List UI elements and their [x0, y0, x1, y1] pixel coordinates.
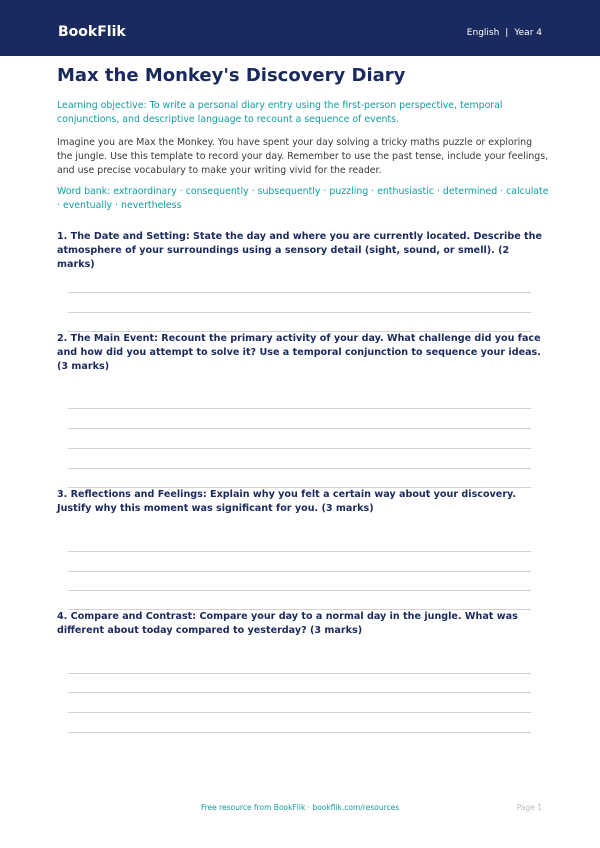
subject-label: English	[466, 28, 500, 38]
question-2: 2. The Main Event: Recount the primary activity of your day. What challenge did you face and how did you attempt to solve it? Use a temporal conjunction to sequence your ideas. (3 marks)	[57, 333, 541, 372]
question-1: 1. The Date and Setting: State the day and where you are currently located. Describe the atmosphere of your surroundings using a sensory detail (sight, sound, or smell). (2 marks)	[57, 231, 542, 270]
answer-line[interactable]	[68, 692, 531, 693]
meta-separator: |	[505, 28, 509, 38]
footer-link[interactable]: Free resource from BookFlik · bookflik.com/resources	[200, 803, 400, 812]
answer-line[interactable]	[68, 732, 531, 733]
brand-logo[interactable]: BookFlik	[58, 24, 126, 40]
page-number: Page 1	[516, 803, 542, 812]
intro-paragraph: Imagine you are Max the Monkey. You have spent your day solving a tricky maths puzzle or exploring the jungle. Use this template to record your day. Remember to use the past tense, include your feelings, and use precise vocabulary to make your writing vivid for the reader.	[57, 137, 549, 176]
answer-line[interactable]	[68, 448, 531, 449]
answer-line[interactable]	[68, 571, 531, 572]
header-bar	[0, 0, 600, 56]
answer-line[interactable]	[68, 292, 531, 293]
answer-line[interactable]	[68, 673, 531, 674]
answer-line[interactable]	[68, 312, 531, 313]
answer-line[interactable]	[68, 551, 531, 552]
word-bank: Word bank: extraordinary · consequently · subsequently · puzzling · enthusiastic · determined · calculate · eventually · nevertheless	[57, 186, 549, 211]
answer-line[interactable]	[68, 468, 531, 469]
answer-line[interactable]	[68, 712, 531, 713]
year-label: Year 4	[514, 28, 542, 38]
question-4: 4. Compare and Contrast: Compare your day to a normal day in the jungle. What was different about today compared to yesterday? (3 marks)	[57, 611, 518, 636]
answer-line[interactable]	[68, 590, 531, 591]
page-title: Max the Monkey's Discovery Diary	[57, 65, 406, 86]
header-meta	[467, 26, 542, 40]
learning-objective: Learning objective: To write a personal diary entry using the first-person perspective, temporal conjunctions, and descriptive language to recount a sequence of events.	[57, 100, 503, 125]
answer-line[interactable]	[68, 428, 531, 429]
question-3: 3. Reflections and Feelings: Explain why you felt a certain way about your discovery. Justify why this moment was significant for you. (3 marks)	[57, 489, 517, 514]
answer-line[interactable]	[68, 408, 531, 409]
